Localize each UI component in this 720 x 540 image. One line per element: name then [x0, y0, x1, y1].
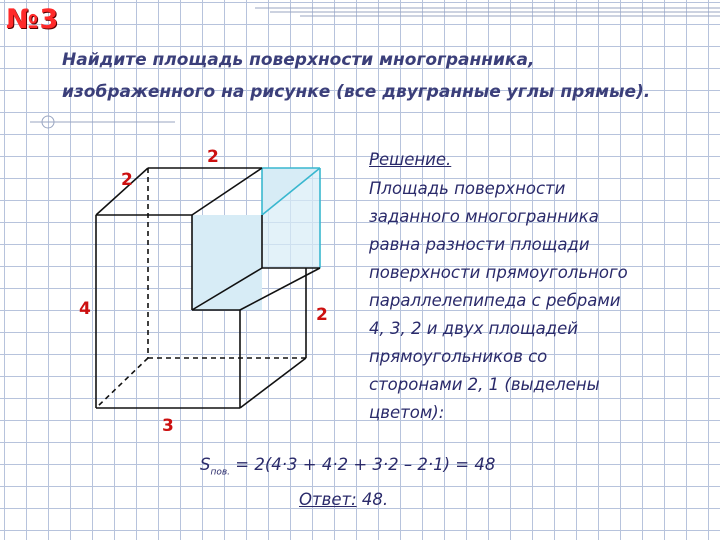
task-line-2: изображенного на рисунке (все двугранные углы прямые).	[62, 82, 651, 102]
solution-line: сторонами 2, 1 (выделены	[369, 375, 600, 394]
dimension-label-left: 4	[79, 299, 91, 319]
formula-symbol: S	[200, 455, 211, 474]
answer-value: 48.	[356, 490, 389, 509]
surface-area-formula	[200, 455, 495, 477]
solution-title: Решение.	[369, 150, 452, 169]
edge	[240, 358, 306, 408]
solution-line: заданного многогранника	[369, 207, 599, 226]
problem-number: №3	[6, 4, 60, 35]
solution-line: 4, 3, 2 и двух площадей	[369, 319, 578, 338]
dimension-label-top: 2	[207, 147, 219, 167]
answer	[299, 490, 388, 509]
formula-subscript: пов.	[210, 467, 231, 478]
solution-line: параллелепипеда с ребрами	[369, 291, 621, 310]
solution-line: Площадь поверхности	[369, 179, 566, 198]
highlight-face-front	[192, 215, 262, 310]
formula-expression: = 2(4·3 + 4·2 + 3·2 – 2·1) = 48	[230, 455, 496, 474]
edge	[192, 168, 262, 215]
dimension-label-right: 2	[316, 305, 328, 325]
solution-line: цветом):	[369, 403, 445, 422]
answer-label: Ответ:	[299, 490, 357, 509]
solution-line: поверхности прямоугольного	[369, 263, 628, 282]
solution-line: равна разности площади	[369, 235, 590, 254]
task-line-1: Найдите площадь поверхности многогранника,	[62, 50, 535, 70]
dimension-label-left-top: 2	[121, 170, 133, 190]
hidden-edge	[96, 358, 148, 408]
dimension-label-bottom: 3	[162, 416, 174, 436]
solution-line: прямоугольников со	[369, 347, 548, 366]
